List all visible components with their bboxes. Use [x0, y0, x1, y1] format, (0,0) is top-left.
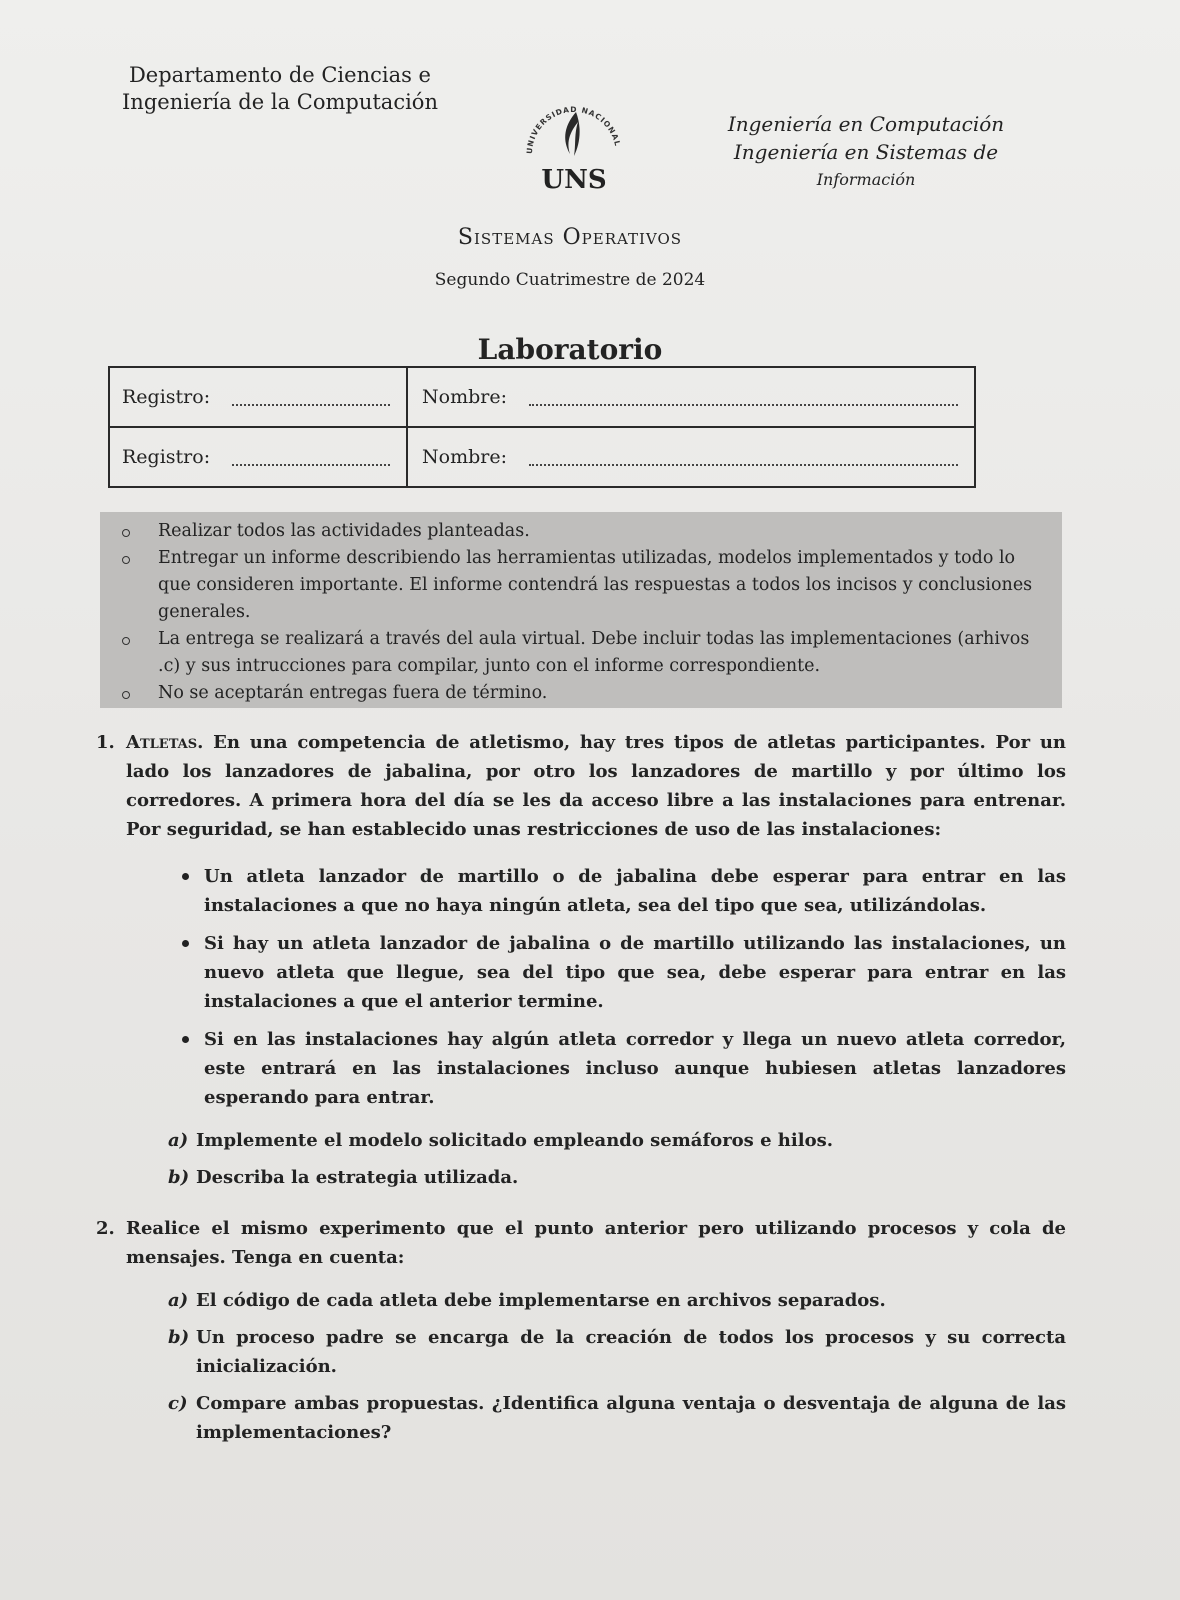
exercise-number: 2. [96, 1218, 115, 1239]
circle-bullet-icon [122, 556, 130, 564]
circle-bullet-icon [122, 529, 130, 537]
exercise-name: Atletas. [126, 732, 204, 753]
exercise-item: c) Compare ambas propuestas. ¿Identifica alguna ventaja o desventaja de alguna de las implementaciones? [168, 1393, 1066, 1443]
nombre-blank[interactable] [529, 403, 958, 406]
exercise-2-items [126, 1286, 1066, 1447]
registro-blank[interactable] [232, 403, 390, 406]
logo-text: UNS [541, 165, 607, 195]
registration-table [108, 366, 976, 488]
rules-list [126, 862, 1066, 1112]
rule-item: Si en las instalaciones hay algún atleta corredor y llega un nuevo atleta corredor, este entrará en las instalaciones incluso aunque hubiesen atletas lanzadores esperando para entrar. [204, 1025, 1066, 1112]
instruction-item: La entrega se realizará a través del aula virtual. Debe incluir todas las implementaciones (arhivos .c) y sus intrucciones para compilar, junto con el informe correspondiente. [158, 626, 1044, 680]
registration-row [110, 368, 974, 428]
exercise-item: b) Un proceso padre se encarga de la creación de todos los procesos y su correcta inicialización. [168, 1327, 1066, 1377]
instructions-box [100, 512, 1062, 708]
rule-item: Un atleta lanzador de martillo o de jabalina debe esperar para entrar en las instalaciones a que no haya ningún atleta, sea del tipo que sea, utilizándolas. [204, 862, 1066, 920]
exercise-intro: En una competencia de atletismo, hay tres tipos de atletas participantes. Por un lado los lanzadores de jabalina, por otro los lanzadores de martillo y por último los corredores. A primera hora del día se les da acceso libre a las instalaciones para entrenar. Por seguridad, se han establecido unas restricciones de uso de las instalaciones: [126, 732, 1066, 840]
department-line-1: Departamento de Ciencias e [128, 63, 431, 87]
exercises [96, 728, 1066, 1455]
department-line-2: Ingeniería de la Computación [122, 90, 438, 114]
careers [716, 110, 1016, 194]
instruction-item: Realizar todos las actividades planteadas. [158, 518, 1044, 545]
bullet-icon [182, 873, 189, 880]
registro-blank[interactable] [232, 463, 390, 466]
bullet-icon [182, 940, 189, 947]
registro-label: Registro: [122, 446, 211, 468]
nombre-blank[interactable] [529, 463, 958, 466]
exercise-item: a) El código de cada atleta debe implementarse en archivos separados. [168, 1290, 886, 1311]
rule-item: Si hay un atleta lanzador de jabalina o de martillo utilizando las instalaciones, un nuevo atleta que llegue, sea del tipo que sea, debe esperar para entrar en las instalaciones a que el anterior termine. [204, 929, 1066, 1016]
nombre-cell[interactable] [408, 368, 974, 426]
nombre-label: Nombre: [422, 446, 507, 468]
instruction-item: Entregar un informe describiendo las herramientas utilizadas, modelos implementados y todo lo que consideren importante. El informe contendrá las respuestas a todos los incisos y conclusiones generales. [158, 545, 1044, 626]
bullet-icon [182, 1036, 189, 1043]
exercise-item: b) Describa la estrategia utilizada. [168, 1167, 519, 1188]
course-title: Sistemas Operativos [457, 225, 683, 250]
registration-row [110, 428, 974, 486]
career-sistemas: Ingeniería en Sistemas de [733, 140, 999, 164]
instruction-item: No se aceptarán entregas fuera de término. [158, 680, 1044, 707]
exercise-1-items [126, 1126, 1066, 1192]
career-sistemas-cont: Información [816, 170, 916, 189]
circle-bullet-icon [122, 691, 130, 699]
registro-cell[interactable] [110, 368, 408, 426]
exercise-number: 1. [96, 732, 115, 753]
department-name [122, 62, 438, 116]
uns-logo [514, 92, 634, 212]
exercise-1 [96, 728, 1066, 1192]
section-title: Laboratorio [477, 333, 663, 366]
exercise-item: a) Implemente el modelo solicitado empleando semáforos e hilos. [168, 1130, 833, 1151]
nombre-label: Nombre: [422, 386, 507, 408]
circle-bullet-icon [122, 637, 130, 645]
exercise-2 [96, 1214, 1066, 1447]
exercise-intro: Realice el mismo experimento que el punto anterior pero utilizando procesos y cola de mensajes. Tenga en cuenta: [126, 1218, 1066, 1268]
logo-ring-text: UNIVERSIDAD NACIONAL [524, 104, 623, 155]
registro-label: Registro: [122, 386, 211, 408]
career-computacion: Ingeniería en Computación [727, 112, 1005, 136]
course-term: Segundo Cuatrimestre de 2024 [434, 270, 706, 290]
registro-cell[interactable] [110, 428, 408, 486]
nombre-cell[interactable] [408, 428, 974, 486]
